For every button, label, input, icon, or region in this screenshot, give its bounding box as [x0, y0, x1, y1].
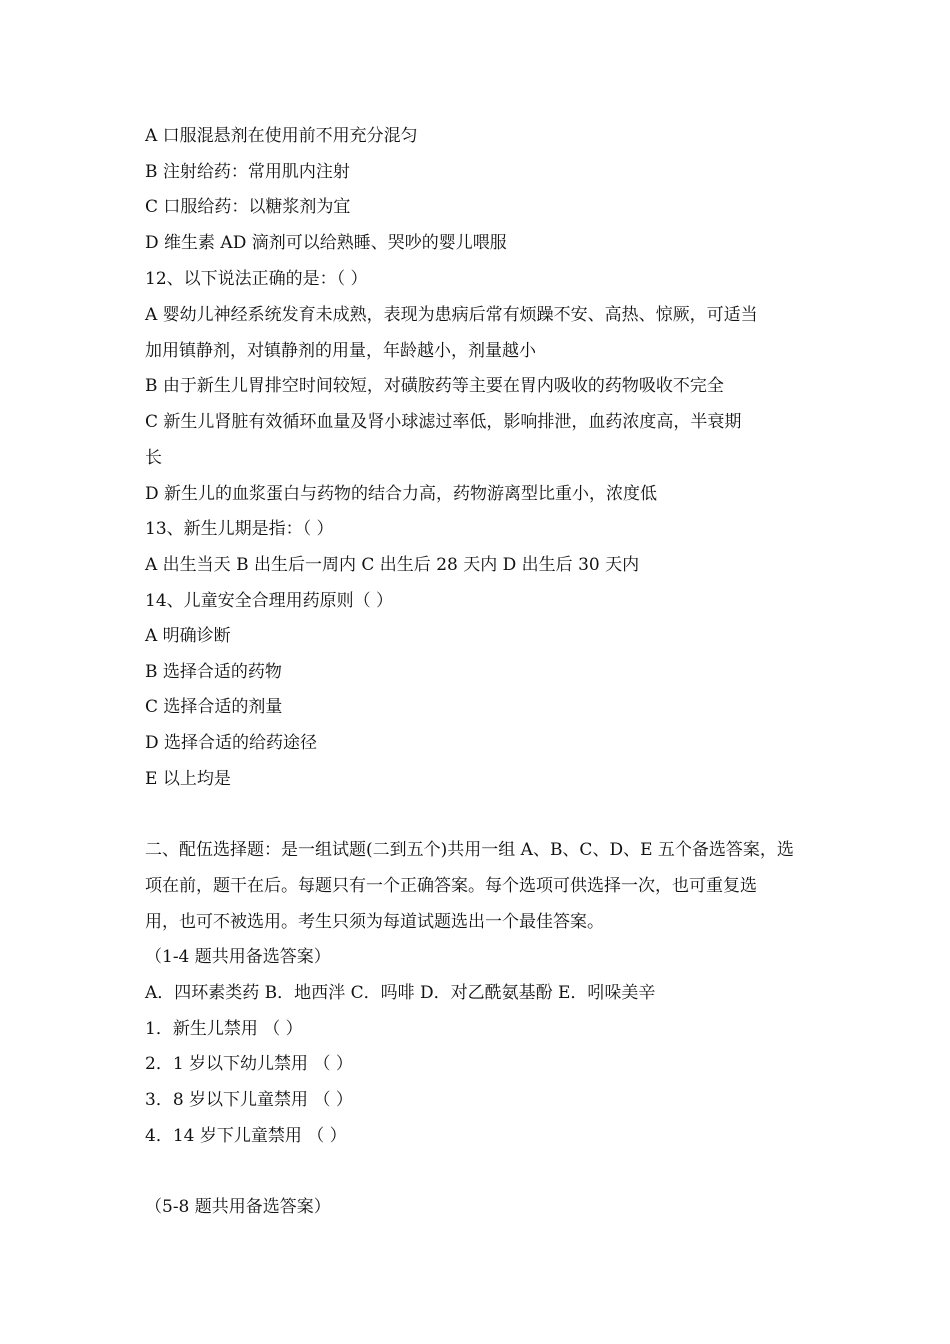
match-question-4: 4．14 岁下儿童禁用 （ ） [145, 1126, 347, 1146]
options-13: A 出生当天 B 出生后一周内 C 出生后 28 天内 D 出生后 30 天内 [145, 555, 640, 575]
question-14: 14、儿童安全合理用药原则（ ） [145, 591, 394, 611]
option-14b: B 选择合适的药物 [145, 662, 282, 682]
option-14e: E 以上均是 [145, 769, 231, 789]
option-14c: C 选择合适的剂量 [145, 697, 283, 717]
match-question-2: 2．1 岁以下幼儿禁用 （ ） [145, 1054, 353, 1074]
option-11a: A 口服混悬剂在使用前不用充分混匀 [145, 126, 418, 146]
question-12: 12、以下说法正确的是：（ ） [145, 269, 368, 289]
match-question-1: 1．新生儿禁用 （ ） [145, 1019, 303, 1039]
option-14d: D 选择合适的给药途径 [145, 733, 318, 753]
option-12a: A 婴幼儿神经系统发育未成熟，表现为患病后常有烦躁不安、高热、惊厥，可适当 [145, 305, 758, 325]
option-14a: A 明确诊断 [145, 626, 231, 646]
option-12c-cont: 长 [145, 448, 162, 468]
match-question-3: 3．8 岁以下儿童禁用 （ ） [145, 1090, 353, 1110]
option-12d: D 新生儿的血浆蛋白与药物的结合力高，药物游离型比重小，浓度低 [145, 484, 658, 504]
section-2-heading: 二、配伍选择题：是一组试题(二到五个)共用一组 A、B、C、D、E 五个备选答案，选 [145, 840, 794, 860]
section-2-desc-line2: 项在前，题干在后。每题只有一个正确答案。每个选项可供选择一次，也可重复选 [145, 876, 757, 896]
question-13: 13、新生儿期是指：（ ） [145, 519, 334, 539]
option-12c: C 新生儿肾脏有效循环血量及肾小球滤过率低，影响排泄，血药浓度高，半衰期 [145, 412, 742, 432]
group-1-4-answers: A．四环素类药 B．地西泮 C．吗啡 D．对乙酰氨基酚 E．吲哚美辛 [145, 983, 656, 1003]
option-11b: B 注射给药：常用肌内注射 [145, 162, 350, 182]
section-2-desc-line3: 用，也可不被选用。考生只须为每道试题选出一个最佳答案。 [145, 912, 604, 932]
group-1-4-label: （1-4 题共用备选答案） [145, 947, 331, 967]
option-12b: B 由于新生儿胃排空时间较短，对磺胺药等主要在胃内吸收的药物吸收不完全 [145, 376, 724, 396]
option-11c: C 口服给药：以糖浆剂为宜 [145, 197, 351, 217]
option-11d: D 维生素 AD 滴剂可以给熟睡、哭吵的婴儿喂服 [145, 233, 507, 253]
option-12a-cont: 加用镇静剂，对镇静剂的用量，年龄越小，剂量越小 [145, 341, 536, 361]
group-5-8-label: （5-8 题共用备选答案） [145, 1197, 331, 1217]
